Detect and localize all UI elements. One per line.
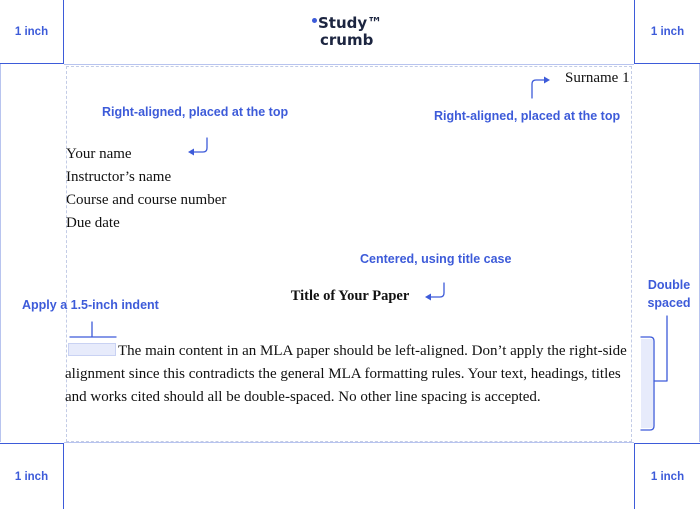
surname-arrowhead-icon bbox=[544, 77, 550, 84]
spacing-note-line-1: Double bbox=[647, 278, 691, 292]
spacing-pointer-icon bbox=[654, 316, 667, 381]
heading-course: Course and course number bbox=[66, 192, 227, 208]
indent-bracket-icon bbox=[70, 322, 116, 337]
title-arrowhead-icon bbox=[425, 294, 431, 301]
logo-line-2: crumb bbox=[320, 31, 374, 49]
page-header-surname: Surname 1 bbox=[565, 70, 630, 86]
heading-note: Right-aligned, placed at the top bbox=[102, 105, 289, 119]
indent-note: Apply a 1.5-inch indent bbox=[22, 298, 159, 312]
surname-note: Right-aligned, placed at the top bbox=[434, 109, 621, 123]
heading-your-name: Your name bbox=[66, 146, 132, 162]
spacing-note-line-2: spaced bbox=[647, 296, 691, 310]
paper-title: Title of Your Paper bbox=[290, 288, 410, 304]
heading-arrow-icon bbox=[193, 138, 207, 152]
spacing-highlight bbox=[641, 339, 653, 428]
title-note: Centered, using title case bbox=[360, 252, 512, 266]
margin-label: 1 inch bbox=[650, 25, 685, 38]
surname-arrow-icon bbox=[532, 80, 545, 98]
heading-arrowhead-icon bbox=[188, 149, 194, 156]
margin-label: 1 inch bbox=[14, 470, 49, 483]
title-arrow-icon bbox=[430, 283, 444, 297]
heading-due-date: Due date bbox=[66, 215, 120, 231]
paper-body: The main content in an MLA paper should be left-aligned. Don’t apply the right-side alignment since this contradicts the general MLA formatting rules. Your text, headings, titles and works cited should all be double-spaced. No other line spacing is accepted. bbox=[65, 343, 627, 405]
logo-line-1: Study™ bbox=[318, 14, 383, 32]
margin-label: 1 inch bbox=[14, 25, 49, 38]
margin-label: 1 inch bbox=[650, 470, 685, 483]
heading-instructor: Instructor’s name bbox=[66, 169, 172, 185]
